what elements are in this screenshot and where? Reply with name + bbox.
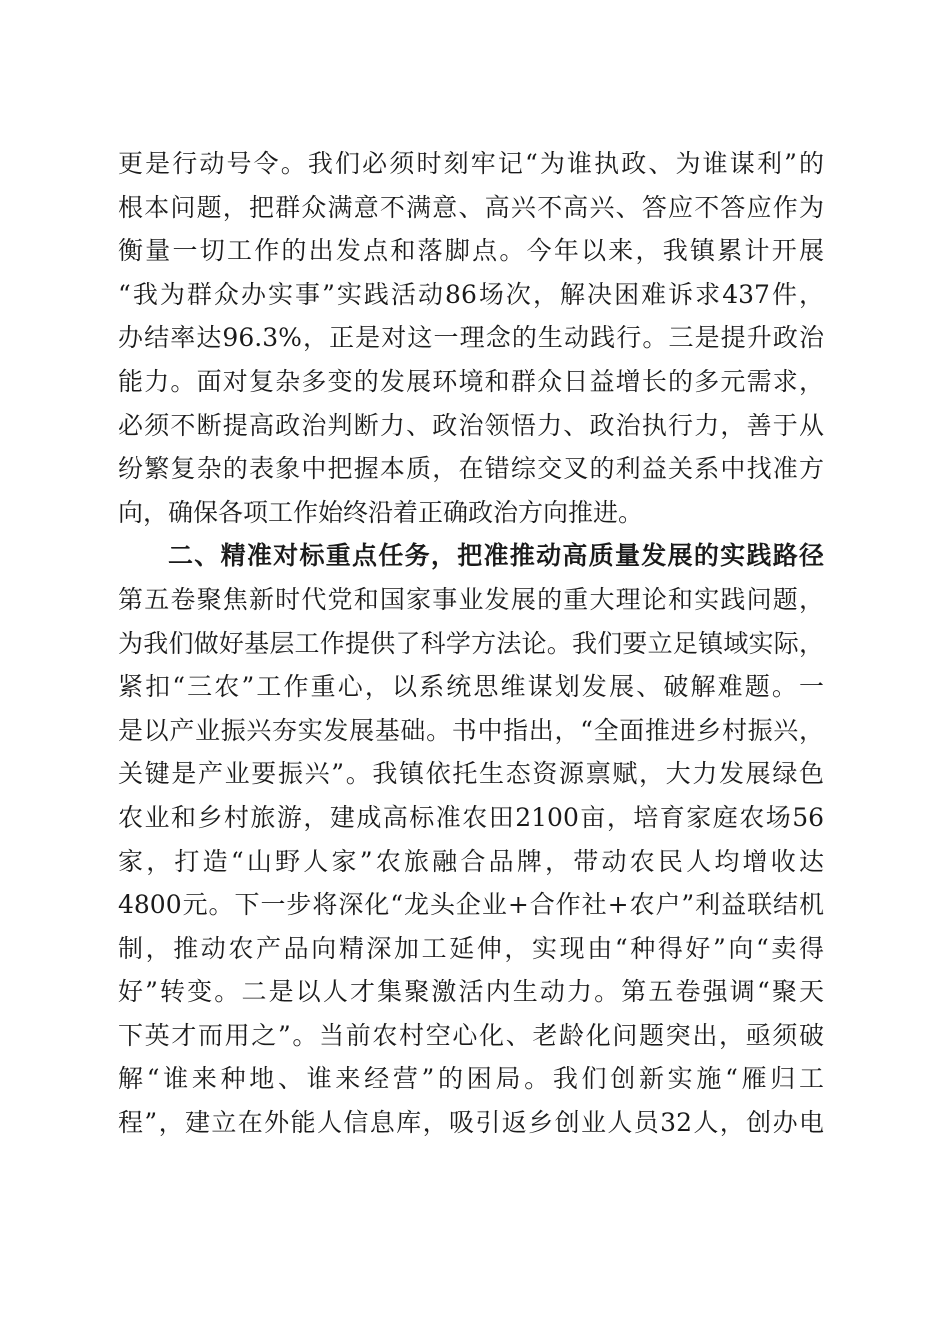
text-line: 家，打造“山野人家”农旅融合品牌，带动农民人均增收达	[118, 846, 824, 876]
text-line: 第五卷聚焦新时代党和国家事业发展的重大理论和实践问题，	[118, 584, 824, 614]
text-line: 程”，建立在外能人信息库，吸引返乡创业人员32人，创办电	[118, 1108, 824, 1138]
text-line: 制，推动农产品向精深加工延伸，实现由“种得好”向“卖得	[118, 933, 824, 963]
text-line: 能力。面对复杂多变的发展环境和群众日益增长的多元需求，	[118, 366, 824, 396]
text-line: 紧扣“三农”工作重心，以系统思维谋划发展、破解难题。一	[118, 672, 824, 702]
text-line: 根本问题，把群众满意不满意、高兴不高兴、答应不答应作为	[118, 192, 824, 222]
text-line: 衡量一切工作的出发点和落脚点。今年以来，我镇累计开展	[118, 236, 824, 266]
text-line: 向，确保各项工作始终沿着正确政治方向推进。	[118, 497, 644, 527]
text-line: 办结率达96.3%，正是对这一理念的生动践行。三是提升政治	[118, 323, 824, 353]
text-line: 为我们做好基层工作提供了科学方法论。我们要立足镇域实际，	[118, 628, 824, 658]
document-body	[118, 142, 824, 1145]
text-line: 关键是产业要振兴”。我镇依托生态资源禀赋，大力发展绿色	[118, 759, 824, 789]
text-line: 更是行动号令。我们必须时刻牢记“为谁执政、为谁谋利”的	[118, 149, 824, 178]
text-line: 4800元。下一步将深化“龙头企业+合作社+农户”利益联结机	[118, 890, 824, 920]
text-line: 下英才而用之”。当前农村空心化、老龄化问题突出，亟须破	[118, 1020, 824, 1050]
text-line: 农业和乡村旅游，建成高标准农田2100亩，培育家庭农场56	[118, 802, 824, 832]
text-line: “我为群众办实事”实践活动86场次，解决困难诉求437件，	[118, 279, 824, 309]
text-line: 解“谁来种地、谁来经营”的困局。我们创新实施“雁归工	[118, 1064, 824, 1094]
text-line: 纷繁复杂的表象中把握本质，在错综交叉的利益关系中找准方	[118, 454, 824, 484]
text-line: 必须不断提高政治判断力、政治领悟力、政治执行力，善于从	[118, 410, 824, 440]
text-line: 好”转变。二是以人才集聚激活内生动力。第五卷强调“聚天	[118, 977, 824, 1007]
section-heading: 二、精准对标重点任务，把准推动高质量发展的实践路径	[168, 541, 824, 571]
text-line: 是以产业振兴夯实发展基础。书中指出，“全面推进乡村振兴，	[118, 715, 824, 745]
